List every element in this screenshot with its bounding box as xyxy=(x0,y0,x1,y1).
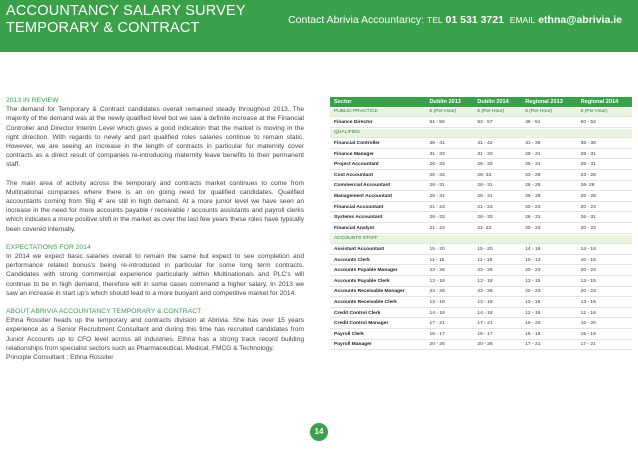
cell-rate: 15 - 16 xyxy=(577,330,632,340)
cell-sector: Cost Accountant xyxy=(330,171,426,181)
table-row xyxy=(330,192,632,202)
email-link[interactable]: ethna@abrivia.ie xyxy=(538,14,622,26)
table-row xyxy=(330,266,632,276)
cell-rate: 36 - 38 xyxy=(577,139,632,149)
table-row xyxy=(330,245,632,255)
cell-rate: 16 - 20 xyxy=(577,319,632,329)
cell-sector: ACCOUNTS STAFF xyxy=(330,235,426,245)
cell-rate: 15 - 20 xyxy=(426,245,474,255)
cell-sector: QUALIFIED xyxy=(330,129,426,139)
tel-value: 01 531 3721 xyxy=(445,14,504,26)
table-header-row xyxy=(330,97,632,107)
cell-rate: 31 - 33 xyxy=(473,150,521,160)
table-section-row xyxy=(330,108,632,118)
cell-rate: 13 - 18 xyxy=(426,277,474,287)
table-row xyxy=(330,288,632,298)
cell-rate: 20 - 23 xyxy=(577,266,632,276)
review-paragraph-1: The demand for Temporary & Contract candidates overall remained steady throughout 2013. The majority of the demand was at the newly qualified level but we saw a definite increase at the Financial Controller and Director Interim Level which gives a good indication that the market is moving in the right direction. With regards to newly and part qualified roles salaries continue to remain static. However, we are seeing an increase in the length of contracts in particular for maternity cover contracts as a direct result of companies re-introducing maternity leave benefits to their permanent staff. xyxy=(6,106,304,169)
cell-sector: Financial Accountant xyxy=(330,203,426,213)
cell-rate: 20 - 26 xyxy=(426,341,474,351)
cell-rate: 13 - 18 xyxy=(473,277,521,287)
title-line-2: TEMPORARY & CONTRACT xyxy=(6,20,200,36)
cell-rate: 26 - 28 xyxy=(521,182,576,192)
header-sector: Sector xyxy=(330,97,426,107)
table-row xyxy=(330,298,632,308)
cell-sector: Assistant Accountant xyxy=(330,245,426,255)
cell-rate: 15 - 20 xyxy=(473,245,521,255)
cell-rate: 12 - 16 xyxy=(577,309,632,319)
header-regional-2014: Regional 2014 xyxy=(577,97,632,107)
cell-rate: 17 - 21 xyxy=(521,341,576,351)
cell-sector: Systems Accountant xyxy=(330,213,426,223)
cell-rate: € (Per Hour) xyxy=(521,108,576,118)
cell-rate: 10 - 13 xyxy=(521,256,576,266)
header-bar xyxy=(0,0,638,52)
cell-rate: 31 - 36 xyxy=(521,139,576,149)
cell-sector: Commercial Accountant xyxy=(330,182,426,192)
cell-rate: 50 - 52 xyxy=(577,118,632,128)
cell-rate xyxy=(473,235,521,245)
review-paragraph-2: The main area of activity across the temporary and contracts market continues to come from Multinational companies where there is an on going need for qualified candidates. Qualified accountants coming from 'Big 4' are still in high demand. At a more junior level we have seen an increase in the need for more accounts payable / receivable / accounts assistants and payroll clerks which indicates a more positive shift in the market as over the last few years these roles have typically been covered internally. xyxy=(6,179,304,233)
cell-rate: 20 - 26 xyxy=(473,341,521,351)
cell-rate: 23 - 28 xyxy=(521,171,576,181)
table-row xyxy=(330,309,632,319)
cell-rate: 13 - 18 xyxy=(473,298,521,308)
expectations-paragraph: In 2014 we expect basic salaries overall to remain the same but expect to see completion and performance related bonus's being re-introduced in particular for some long term contracts. Candidates with strong commercial experience particularly within Multinationals and PLC's will continue to be in high demand, therefore will in some cases command a higher salary. In 2013 we saw an increase in start up's which should lead to a more buoyant and competitive market for 2014. xyxy=(6,253,304,297)
title-line-1: ACCOUNTANCY SALARY SURVEY xyxy=(6,3,246,19)
cell-rate: 26 - 33 xyxy=(473,160,521,170)
contact-info xyxy=(288,14,622,26)
cell-rate: 21 - 23 xyxy=(426,224,474,234)
cell-rate: 26 - 28 xyxy=(577,192,632,202)
cell-rate: 26- 33 xyxy=(473,171,521,181)
table-row xyxy=(330,213,632,223)
cell-rate: 26 - 33 xyxy=(426,160,474,170)
tel-label: TEL xyxy=(427,15,443,25)
table-row xyxy=(330,203,632,213)
table-row xyxy=(330,224,632,234)
cell-rate: 28 - 33 xyxy=(473,213,521,223)
cell-rate: 15 - 16 xyxy=(521,330,576,340)
cell-rate: 23 - 28 xyxy=(473,266,521,276)
cell-rate: 23 - 28 xyxy=(426,266,474,276)
cell-rate: 36 - 41 xyxy=(426,139,474,149)
cell-rate: 28 - 33 xyxy=(426,213,474,223)
cell-rate: 31 - 33 xyxy=(426,150,474,160)
table-row xyxy=(330,277,632,287)
cell-rate: 16 - 17 xyxy=(426,330,474,340)
cell-rate: 20 - 23 xyxy=(521,203,576,213)
cell-rate: 13 - 15 xyxy=(577,277,632,287)
cell-sector: Payroll Clerk xyxy=(330,330,426,340)
cell-rate: 20 - 23 xyxy=(577,203,632,213)
cell-rate xyxy=(521,129,576,139)
cell-rate: 11 - 15 xyxy=(473,256,521,266)
cell-rate xyxy=(577,235,632,245)
cell-rate: € (Per Hour) xyxy=(426,108,474,118)
review-heading: 2013 IN REVIEW xyxy=(6,97,59,104)
cell-rate: 16 - 17 xyxy=(473,330,521,340)
cell-sector: Finance Manager xyxy=(330,150,426,160)
cell-rate: 28 - 31 xyxy=(426,182,474,192)
cell-rate: 17 - 21 xyxy=(473,319,521,329)
cell-rate: 16 - 20 xyxy=(521,319,576,329)
cell-rate xyxy=(426,235,474,245)
about-paragraph: Ethna Rossiter heads up the temporary and contracts division at Abrivia. She has over 15 years experience as a Senior Recruitment Consultant and during this time has recruited candidates from Junior Accounts up to CFO level across all industries. Ethna has a strong track record building relationships from specialist sectors such as Pharmaceutical, Medical, FMCG & Technology. xyxy=(6,317,304,352)
about-heading: ABOUT ABRIVIA ACCOUNTANCY TEMPORARY & CONTRACT xyxy=(6,308,202,316)
cell-sector: Project Accountant xyxy=(330,160,426,170)
header-regional-2013: Regional 2013 xyxy=(521,97,576,107)
left-column-text xyxy=(6,96,304,362)
cell-rate: 21 - 23 xyxy=(473,203,521,213)
cell-sector: Financial Controller xyxy=(330,139,426,149)
cell-rate: 26 - 31 xyxy=(521,160,576,170)
cell-rate: 41 - 42 xyxy=(473,139,521,149)
header-dublin-2013: Dublin 2013 xyxy=(426,97,474,107)
cell-rate: 12 - 16 xyxy=(521,309,576,319)
cell-rate: 28 - 31 xyxy=(426,192,474,202)
cell-sector: Credit Control Manager xyxy=(330,319,426,329)
cell-rate: 20 - 23 xyxy=(521,266,576,276)
table-row xyxy=(330,319,632,329)
cell-rate: € (Per Hour) xyxy=(473,108,521,118)
cell-rate: 13 - 15 xyxy=(521,298,576,308)
cell-rate: 20 - 23 xyxy=(521,288,576,298)
cell-rate xyxy=(473,129,521,139)
table-row xyxy=(330,256,632,266)
cell-rate: € (Per Hour) xyxy=(577,108,632,118)
cell-rate: 13 - 15 xyxy=(521,277,576,287)
cell-rate: 26- 28 xyxy=(577,182,632,192)
table-body xyxy=(330,108,632,351)
cell-rate: 10 - 15 xyxy=(577,256,632,266)
salary-table-container xyxy=(330,96,632,351)
cell-rate: 28 - 31 xyxy=(521,150,576,160)
table-section-row xyxy=(330,129,632,139)
cell-sector: Management Accountant xyxy=(330,192,426,202)
table-row xyxy=(330,160,632,170)
cell-rate: 23 - 28 xyxy=(577,171,632,181)
cell-rate xyxy=(426,129,474,139)
cell-sector: Accounts Clerk xyxy=(330,256,426,266)
cell-rate: 53 - 57 xyxy=(473,118,521,128)
cell-rate: 23 - 29 xyxy=(426,288,474,298)
table-row xyxy=(330,139,632,149)
cell-rate: 28 - 31 xyxy=(473,182,521,192)
cell-rate: 13 - 18 xyxy=(426,298,474,308)
table-row xyxy=(330,118,632,128)
expectations-heading: EXPECTATIONS FOR 2014 xyxy=(6,243,91,251)
page-number-badge: 14 xyxy=(310,423,328,441)
cell-rate: 14 - 18 xyxy=(521,245,576,255)
cell-rate xyxy=(577,129,632,139)
cell-rate: 26 - 33 xyxy=(426,171,474,181)
cell-sector: PUBLIC PRACTICE xyxy=(330,108,426,118)
cell-sector: Financial Analyst xyxy=(330,224,426,234)
cell-rate: 26 - 31 xyxy=(577,160,632,170)
table-row xyxy=(330,182,632,192)
cell-rate: 21- 23 xyxy=(473,224,521,234)
table-row xyxy=(330,150,632,160)
cell-rate: 17 - 21 xyxy=(426,319,474,329)
cell-rate: 14 - 18 xyxy=(577,245,632,255)
cell-sector: Credit Control Clerk xyxy=(330,309,426,319)
cell-sector: Accounts Receivable Clerk xyxy=(330,298,426,308)
cell-rate: 46 - 51 xyxy=(521,118,576,128)
cell-rate: 13 - 15 xyxy=(577,298,632,308)
table-section-row xyxy=(330,235,632,245)
table-row xyxy=(330,341,632,351)
cell-sector: Finance Director xyxy=(330,118,426,128)
cell-rate: 26 - 31 xyxy=(521,213,576,223)
cell-rate: 17 - 21 xyxy=(577,341,632,351)
cell-rate: 21 - 23 xyxy=(426,203,474,213)
cell-rate: 28 - 31 xyxy=(473,192,521,202)
salary-table xyxy=(330,96,632,351)
about-consultant: Principle Consultant : Ethna Rossiter xyxy=(6,354,114,362)
cell-rate: 28 - 31 xyxy=(577,150,632,160)
cell-sector: Accounts Payable Clerk xyxy=(330,277,426,287)
cell-rate: 20 - 23 xyxy=(577,224,632,234)
cell-rate: 23 - 28 xyxy=(473,288,521,298)
cell-rate: 51 - 56 xyxy=(426,118,474,128)
cell-rate xyxy=(521,235,576,245)
cell-sector: Payroll Manager xyxy=(330,341,426,351)
table-row xyxy=(330,171,632,181)
cell-rate: 14 - 18 xyxy=(426,309,474,319)
contact-label: Contact Abrivia Accountancy: xyxy=(288,14,425,26)
cell-rate: 11 - 15 xyxy=(426,256,474,266)
cell-rate: 14 - 18 xyxy=(473,309,521,319)
email-label: EMAIL xyxy=(509,15,536,25)
document-title xyxy=(6,3,246,37)
cell-rate: 20 - 23 xyxy=(521,224,576,234)
cell-sector: Accounts Receivable Manager xyxy=(330,288,426,298)
cell-sector: Accounts Payable Manager xyxy=(330,266,426,276)
cell-rate: 20 - 23 xyxy=(577,288,632,298)
table-row xyxy=(330,330,632,340)
header-dublin-2014: Dublin 2014 xyxy=(473,97,521,107)
cell-rate: 26 - 31 xyxy=(577,213,632,223)
cell-rate: 26 - 28 xyxy=(521,192,576,202)
